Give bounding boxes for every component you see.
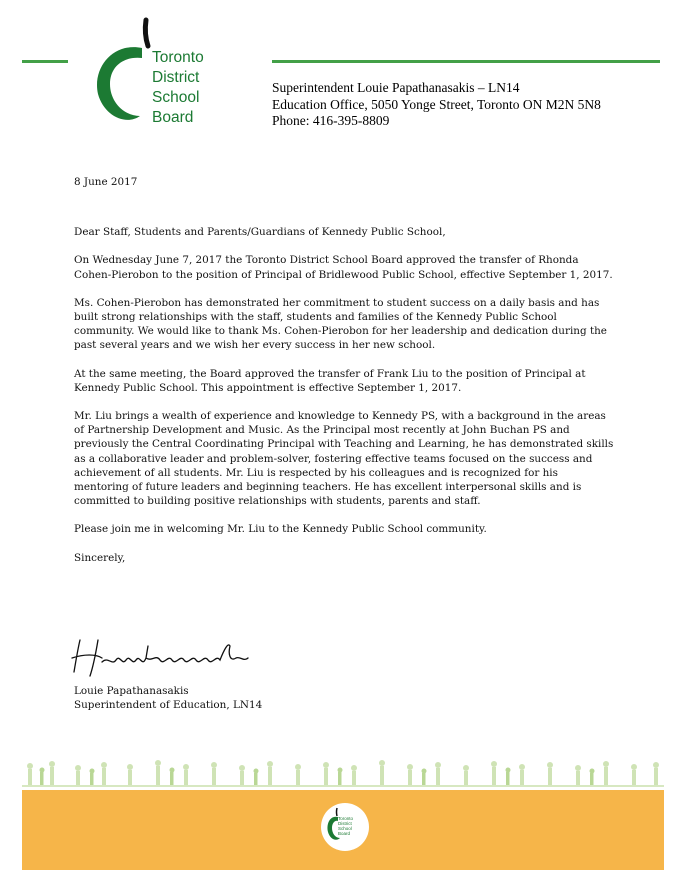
badge-line-3: School [338, 826, 352, 831]
footer-people-silhouettes [0, 752, 681, 792]
logo-line-4: Board [152, 109, 194, 126]
signer-name: Louie Papathanasakis [74, 685, 189, 697]
badge-line-4: Board [338, 831, 351, 836]
letterhead-phone: Phone: 416-395-8809 [272, 113, 390, 128]
logo-line-1: Toronto [152, 49, 204, 66]
signature-block [74, 684, 262, 712]
letter-paragraph-2: Ms. Cohen-Pierobon has demonstrated her commitment to student success on a daily basis and has built strong relationships with the staff, students and families of the Kennedy Public School community. We would like to thank Ms. Cohen-Pierobon for her leadership and dedication during the past several years and we wish her every success in her new school. [74, 296, 607, 352]
header-rule-left [22, 60, 68, 63]
letter-paragraph-4: Mr. Liu brings a wealth of experience and knowledge to Kennedy PS, with a background in the areas of Partnership Development and Music. As the Principal most recently at John Buchan PS and previously the Central Coordinating Principal with Teaching and Learning, he has demonstrated skills as a collaborative leader and problem-solver, fostering effective teams focused on the success and achievement of all students. Mr. Liu is respected by his colleagues and is recognized for his mentoring of future leaders and beginning teachers. He has excellent interpersonal skills and is committed to building positive relationships with students, parents and staff. [74, 410, 614, 508]
tdsb-logo-wordmark [152, 48, 204, 128]
badge-line-1: Toronto [338, 816, 354, 821]
handwritten-signature [62, 632, 262, 682]
letter-paragraph-5: Please join me in welcoming Mr. Liu to the Kennedy Public School community. [74, 523, 487, 536]
letter-paragraph-1: On Wednesday June 7, 2017 the Toronto District School Board approved the transfer of Rhonda Cohen-Pierobon to the position of Principal of Bridlewood Public School, effective September 1, 2017. [74, 254, 613, 281]
letter-closing: Sincerely, [74, 551, 126, 564]
letterhead-address: Education Office, 5050 Yonge Street, Toronto ON M2N 5N8 [272, 96, 601, 112]
signer-title: Superintendent of Education, LN14 [74, 699, 263, 712]
header-rule-right [272, 60, 660, 63]
letterhead-contact [272, 80, 601, 130]
letter-salutation: Dear Staff, Students and Parents/Guardians of Kennedy Public School, [74, 226, 446, 239]
badge-line-2: District [338, 821, 352, 826]
logo-line-2: District [152, 69, 200, 86]
letter-body [74, 175, 614, 579]
letter-paragraph-3: At the same meeting, the Board approved the transfer of Frank Liu to the position of Principal at Kennedy Public School. This appointment is effective September 1, 2017. [74, 367, 586, 394]
logo-line-3: School [152, 89, 200, 106]
letter-date: 8 June 2017 [74, 176, 138, 188]
footer-badge-wordmark [338, 816, 353, 836]
letterhead-superintendent: Superintendent Louie Papathanasakis – LN14 [272, 80, 520, 95]
